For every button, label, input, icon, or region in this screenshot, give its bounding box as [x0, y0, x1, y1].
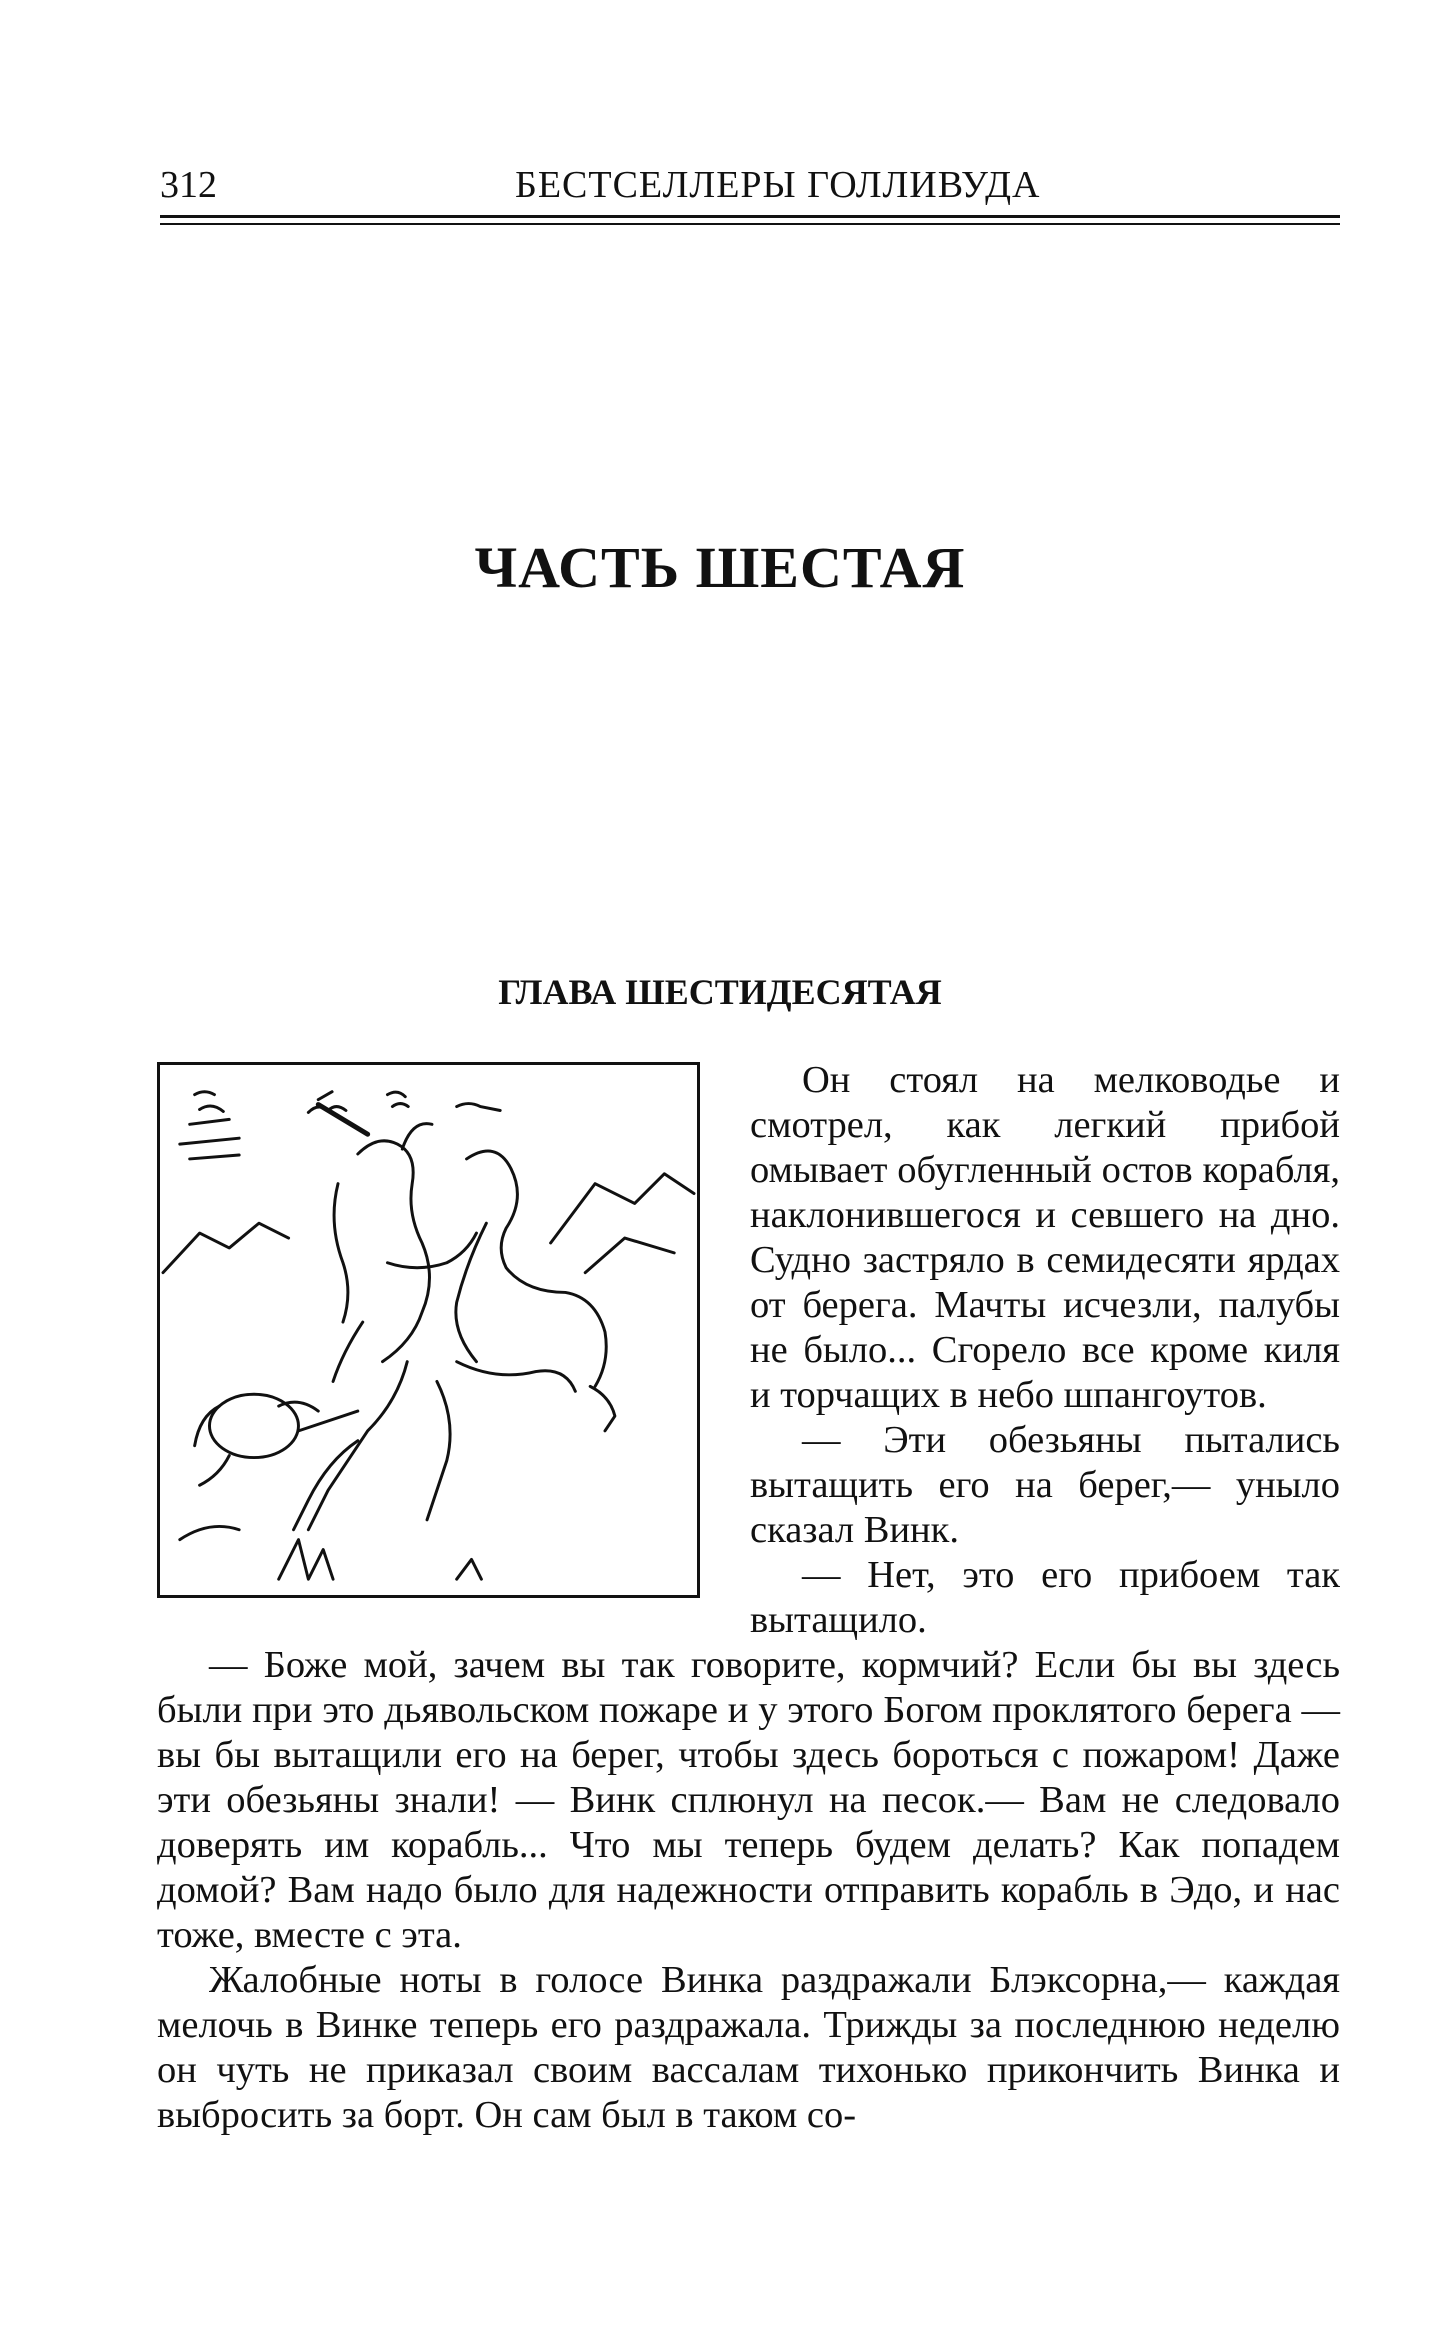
running-title: БЕСТСЕЛЛЕРЫ ГОЛЛИВУДА [515, 164, 1041, 206]
part-title: ЧАСТЬ ШЕСТАЯ [474, 535, 966, 600]
chapter-illustration [157, 1062, 700, 1598]
page-number: 312 [160, 164, 217, 206]
chapter-title: ГЛАВА ШЕСТИДЕСЯТАЯ [498, 972, 942, 1012]
paragraph-5: Жалобные ноты в голосе Винка раздражали Блэксорна,— каждая мелочь в Винке теперь его раздражала. Трижды за последнюю неделю он чуть не приказал своим вассалам тихонько прикончить Винка и выбросить за борт. Он сам был в таком со- [157, 1959, 1340, 2136]
running-head [160, 160, 1340, 210]
paragraph-2: — Эти обезьяны пытались вытащить его на берег,— уныло сказал Винк. [750, 1419, 1340, 1551]
header-rule-thin [160, 223, 1340, 225]
paragraph-4: — Боже мой, зачем вы так говорите, кормчий? Если бы вы здесь были при это дьявольском пожаре и у этого Богом проклятого берега — вы бы вытащили его на берег, чтобы здесь бороться с пожаром! Даже эти обезьяны знали! — Винк сплюнул на песок.— Вам не следовало доверять им корабль... Что мы теперь будем делать? Как попадем домой? Вам надо было для надежности отправить корабль в Эдо, и нас тоже, вместе с эта. [157, 1644, 1340, 1956]
paragraph-1: Он стоял на мелководье и смотрел, как легкий прибой омывает обугленный остов корабля, наклонившегося и севшего на дно. Судно застряло в семидесяти ярдах от берега. Мачты исчезли, палубы не было... Сгорело все кроме киля и торчащих в небо шпангоутов. [750, 1059, 1340, 1416]
samurai-horseman-illustration-icon [160, 1065, 697, 1595]
paragraph-3: — Нет, это его прибоем так вытащило. [750, 1554, 1340, 1641]
header-rule-thick [160, 215, 1340, 218]
body-text [157, 1058, 1340, 2138]
